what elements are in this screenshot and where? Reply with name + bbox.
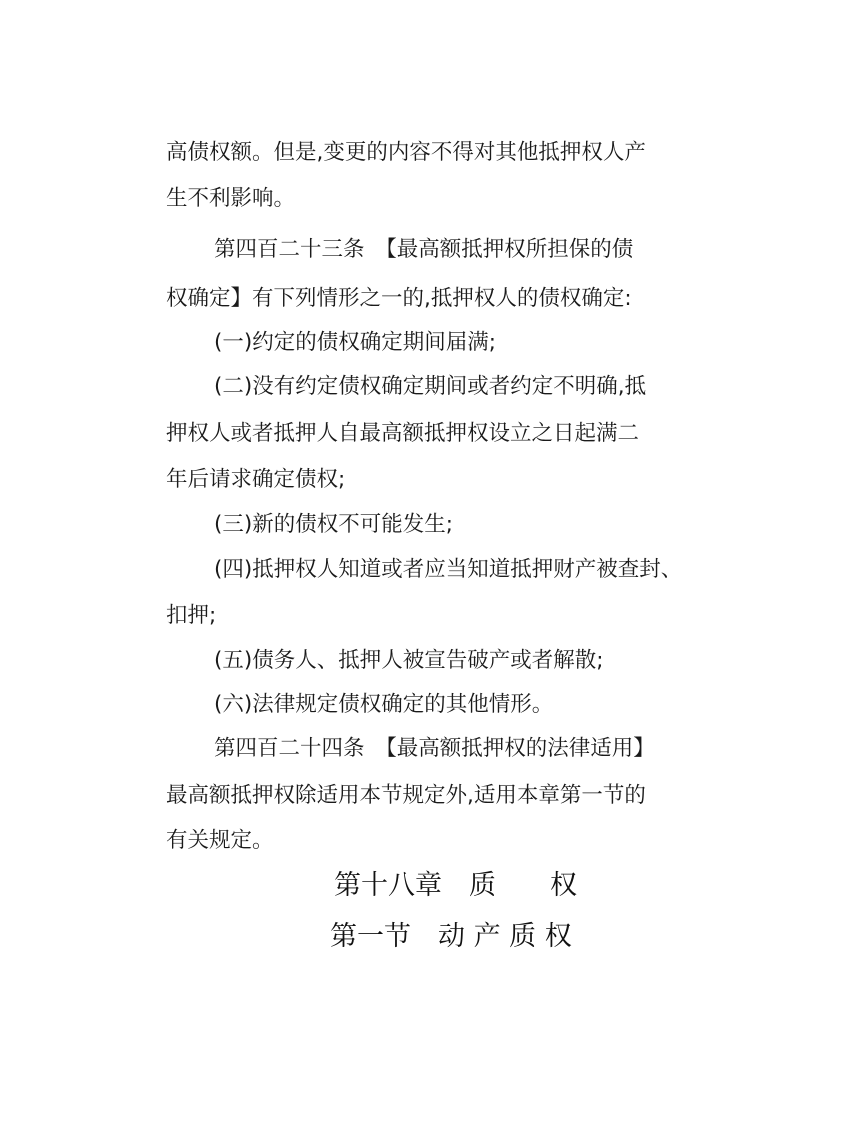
section-heading: 第一节 动 产 质 权 xyxy=(330,921,572,952)
text-line: 有关规定。 xyxy=(166,828,274,853)
text-line: 年后请求确定债权; xyxy=(166,467,346,492)
text-line: 生不利影响。 xyxy=(166,186,296,211)
list-item: (六)法律规定债权确定的其他情形。 xyxy=(214,692,554,717)
article-423-heading: 第四百二十三条 【最高额抵押权所担保的债 xyxy=(214,237,634,262)
text-line: 权确定】有下列情形之一的,抵押权人的债权确定: xyxy=(166,286,632,311)
text-line: 押权人或者抵押人自最高额抵押权设立之日起满二 xyxy=(166,421,640,446)
text-line: 最高额抵押权除适用本节规定外,适用本章第一节的 xyxy=(166,783,646,808)
article-424-heading: 第四百二十四条 【最高额抵押权的法律适用】 xyxy=(214,736,655,761)
list-item: (二)没有约定债权确定期间或者约定不明确,抵 xyxy=(214,374,647,399)
list-item: (三)新的债权不可能发生; xyxy=(214,512,454,537)
list-item: (五)债务人、抵押人被宣告破产或者解散; xyxy=(214,648,604,673)
list-item: (一)约定的债权确定期间届满; xyxy=(214,330,497,355)
text-line: 高债权额。但是,变更的内容不得对其他抵押权人产 xyxy=(166,140,646,165)
chapter-heading: 第十八章 质 权 xyxy=(334,870,577,901)
list-item: (四)抵押权人知道或者应当知道抵押财产被查封、 xyxy=(214,557,683,582)
text-line: 扣押; xyxy=(166,603,217,628)
